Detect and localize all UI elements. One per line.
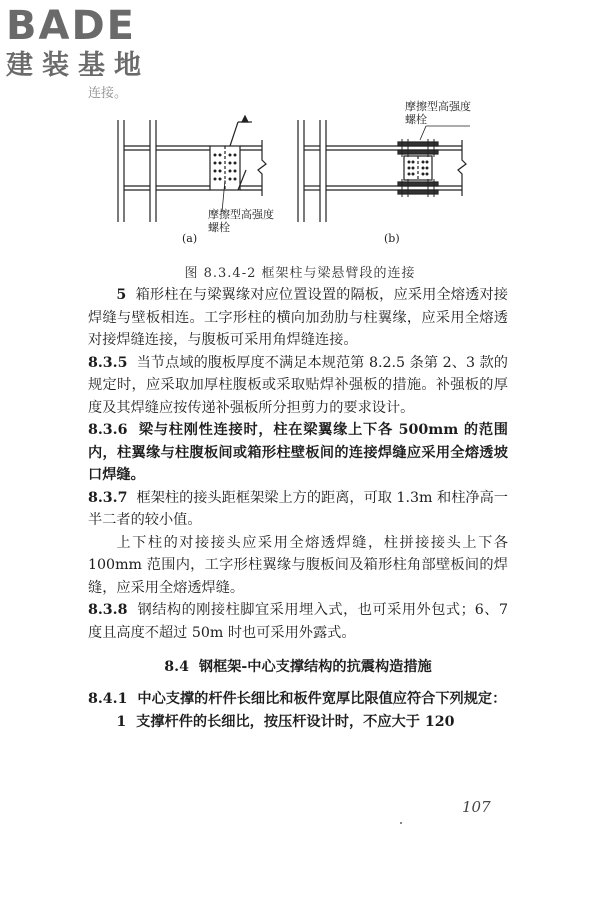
clause-text: 中心支撑的杆件长细比和板件宽厚比限值应符合下列规定： <box>137 691 507 707</box>
paragraph-text: 钢结构的刚接柱脚宜采用埋入式，也可采用外包式；6、7 度且高度不超过 50m 时也可采用外露式。 <box>88 602 508 641</box>
paragraph <box>88 284 508 352</box>
paragraph-text: 当节点域的腹板厚度不满足本规范第 8.2.5 条第 2、3 款的规定时，应采取加厚柱腹板或采取贴焊补强板的措施。补强板的厚度及其焊缝应按传递补强板所分担剪力的要求设计。 <box>88 354 508 416</box>
annotation-a-line1: 摩擦型高强度 <box>208 208 274 221</box>
section-heading <box>88 656 508 678</box>
clause-number: 8.3.7 <box>88 489 128 506</box>
figure-a-drawing <box>118 116 266 222</box>
item-number: 5 <box>116 287 127 303</box>
figure-b-drawing <box>298 120 470 222</box>
figure-caption: 图 8.3.4-2 框架柱与梁悬臂段的连接 <box>184 266 416 281</box>
logo-subtitle: 建装基地 <box>6 50 150 81</box>
annotation-a-line2: 螺栓 <box>208 221 230 234</box>
annotation-b-line1: 摩擦型高强度 <box>405 100 471 113</box>
section-number: 8.4 <box>164 659 189 675</box>
clause-item <box>88 711 508 734</box>
connection-figure <box>0 0 600 260</box>
paragraph <box>88 599 508 644</box>
clause-number: 8.4.1 <box>88 691 128 707</box>
paragraph <box>88 532 508 600</box>
annotation-b-line2: 螺栓 <box>405 113 427 126</box>
annotation-a <box>208 208 274 234</box>
paragraph-text: 箱形柱在与梁翼缘对应位置设置的隔板，应采用全熔透对接焊缝与壁板相连。工字形柱的横向加劲肋与柱翼缘，应采用全熔透对接焊缝连接，与腹板可采用角焊缝连接。 <box>88 287 508 348</box>
paragraph-mandatory <box>88 419 508 487</box>
paragraph-text: 框架柱的接头距框架梁上方的距离，可取 1.3m 和柱净高一半二者的较小值。 <box>88 489 508 528</box>
paragraph <box>88 487 508 532</box>
body-text <box>88 284 508 733</box>
clause-number: 8.3.6 <box>88 422 128 438</box>
item-number: 1 <box>116 713 127 730</box>
annotation-b <box>405 100 471 126</box>
figure-label-b: (b) <box>384 232 400 245</box>
clause-text: 支撑杆件的长细比，按压杆设计时，不应大于 120 <box>136 713 455 730</box>
logo-wordmark: BADE <box>6 3 136 49</box>
page-number: 107 <box>462 798 491 816</box>
section-title: 钢框架-中心支撑结构的抗震构造措施 <box>198 659 432 675</box>
clause-number: 8.3.5 <box>88 354 128 371</box>
paragraph <box>88 352 508 420</box>
paragraph-text: 梁与柱刚性连接时，柱在梁翼缘上下各 500mm 的范围内，柱翼缘与柱腹板间或箱形柱壁板间的连接焊缝应采用全熔透坡口焊缝。 <box>88 422 508 483</box>
figure-label-a: (a) <box>182 232 198 245</box>
scan-speck <box>400 822 402 824</box>
continued-text-fragment: 连接。 <box>88 86 128 101</box>
paragraph-text: 上下柱的对接接头应采用全熔透焊缝，柱拼接接头上下各 100mm 范围内，工字形柱翼缘与腹板间及箱形柱角部壁板间的焊缝，应采用全熔透焊缝。 <box>88 534 508 596</box>
clause <box>88 688 508 711</box>
clause-number: 8.3.8 <box>88 602 128 618</box>
